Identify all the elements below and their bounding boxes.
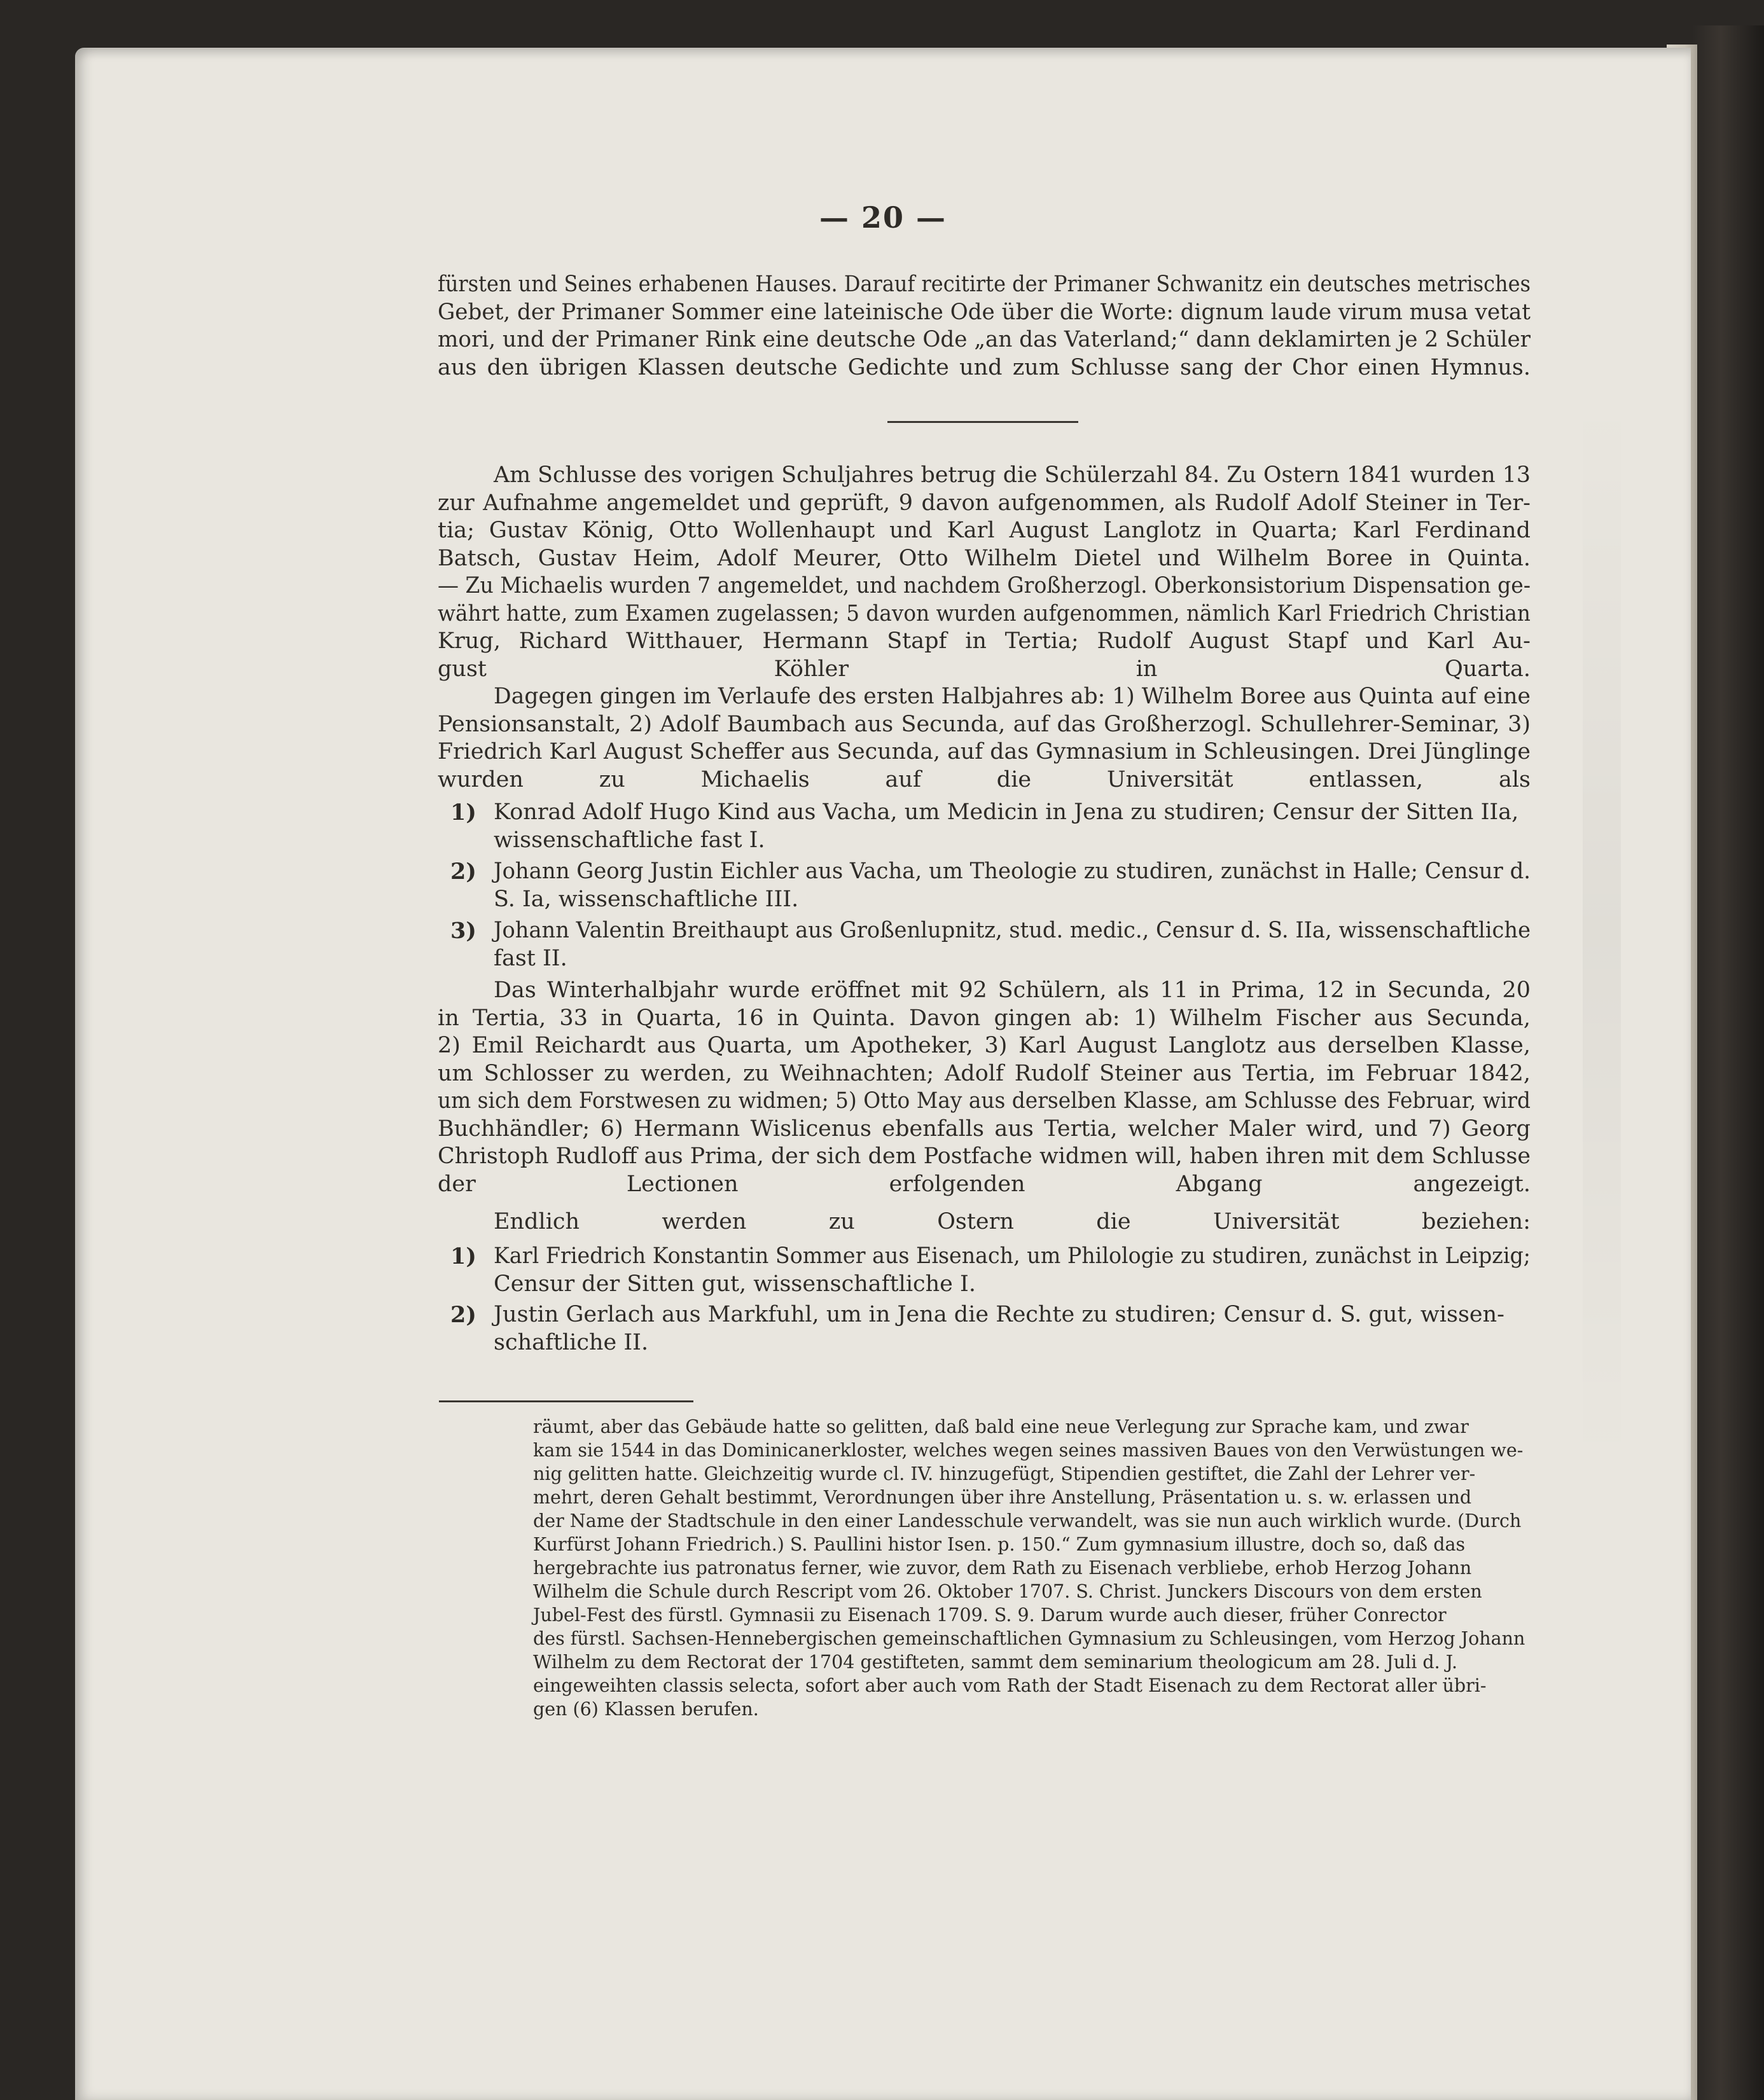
text-line: wurden zu Michaelis auf die Universität entlassen, als bbox=[438, 766, 1531, 792]
text-line: Christoph Rudloff aus Prima, der sich dem Postfache widmen will, haben ihren mit dem Schlusse bbox=[438, 1143, 1531, 1169]
text-line: zur Aufnahme angemeldet und geprüft, 9 davon aufgenommen, als Rudolf Adolf Steiner in Ter- bbox=[438, 490, 1531, 516]
text-line: S. Ia, wissenschaftliche III. bbox=[494, 886, 799, 912]
text-line: Pensionsanstalt, 2) Adolf Baumbach aus Secunda, auf das Großherzogl. Schullehrer-Seminar, 3) bbox=[438, 711, 1531, 737]
winter-term-paragraph bbox=[438, 977, 1531, 1198]
text-line: währt hatte, zum Examen zugelassen; 5 davon wurden aufgenommen, nämlich Karl Friedrich Christian bbox=[438, 600, 1531, 626]
text-line: der Lectionen erfolgenden Abgang angezeigt. bbox=[438, 1171, 1531, 1197]
text-line: Justin Gerlach aus Markfuhl, um in Jena die Rechte zu studiren; Censur d. S. gut, wissen- bbox=[494, 1302, 1504, 1327]
list-number: 3) bbox=[450, 918, 476, 944]
bleed-through-shadow bbox=[1583, 391, 1621, 1472]
text-line: fast II. bbox=[494, 945, 567, 971]
footnote-line: des fürstl. Sachsen-Hennebergischen gemeinschaftlichen Gymnasium zu Schleusingen, vom Herzog Johann bbox=[533, 1628, 1525, 1649]
text-line: Censur der Sitten gut, wissenschaftliche I. bbox=[494, 1271, 976, 1297]
section-divider bbox=[887, 421, 1078, 423]
departures-paragraph bbox=[438, 683, 1531, 794]
text-line: aus den übrigen Klassen deutsche Gedichte und zum Schlusse sang der Chor einen Hymnus. bbox=[438, 354, 1531, 380]
footnote-line: nig gelitten hatte. Gleichzeitig wurde cl. IV. hinzugefügt, Stipendien gestiftet, die Zahl der Lehrer ver- bbox=[533, 1463, 1476, 1484]
text-line: Johann Valentin Breithaupt aus Großenlupnitz, stud. medic., Censur d. S. IIa, wissenschaftliche bbox=[494, 918, 1531, 943]
text-line: Johann Georg Justin Eichler aus Vacha, um Theologie zu studiren, zunächst in Halle; Censur d. bbox=[494, 859, 1531, 884]
footnote bbox=[533, 1415, 1532, 1721]
text-line: Das Winterhalbjahr wurde eröffnet mit 92 Schülern, als 11 in Prima, 12 in Secunda, 20 bbox=[494, 977, 1531, 1003]
university-paragraph bbox=[438, 1208, 1531, 1236]
text-line: 2) Emil Reichardt aus Quarta, um Apotheker, 3) Karl August Langlotz aus derselben Klasse, bbox=[438, 1033, 1531, 1058]
text-line: fürsten und Seines erhabenen Hauses. Darauf recitirte der Primaner Schwanitz ein deutsches metrisches bbox=[438, 272, 1531, 297]
list-number: 2) bbox=[450, 859, 476, 885]
enrollment-paragraph bbox=[438, 462, 1531, 683]
footnote-line: mehrt, deren Gehalt bestimmt, Verordnungen über ihre Anstellung, Präsentation u. s. w. erlassen und bbox=[533, 1487, 1472, 1508]
footnote-line: der Name der Stadtschule in den einer Landesschule verwandelt, was sie nun auch wirklich wurde. (Durch bbox=[533, 1510, 1522, 1531]
footnote-divider bbox=[439, 1400, 693, 1402]
text-line: Konrad Adolf Hugo Kind aus Vacha, um Medicin in Jena zu studiren; Censur der Sitten IIa, bbox=[494, 799, 1519, 825]
text-line: Dagegen gingen im Verlaufe des ersten Halbjahres ab: 1) Wilhelm Boree aus Quinta auf eine bbox=[494, 684, 1531, 709]
list-item bbox=[438, 917, 1531, 972]
footnote-line: kam sie 1544 in das Dominicanerkloster, welches wegen seines massiven Baues von den Verwüstungen we- bbox=[533, 1440, 1524, 1461]
footnote-line: Wilhelm die Schule durch Rescript vom 26. Oktober 1707. S. Christ. Junckers Discours von dem ersten bbox=[533, 1581, 1482, 1602]
text-line: Krug, Richard Witthauer, Hermann Stapf in Tertia; Rudolf August Stapf und Karl Au- bbox=[438, 628, 1531, 654]
text-line: Gebet, der Primaner Sommer eine lateinische Ode über die Worte: dignum laude virum musa vetat bbox=[438, 299, 1531, 325]
list-item bbox=[438, 799, 1531, 854]
text-line: wissenschaftliche fast I. bbox=[494, 827, 765, 853]
book-backing bbox=[1692, 25, 1764, 2100]
list-item bbox=[438, 858, 1531, 913]
page-number: — 20 — bbox=[819, 200, 947, 235]
footnote-line: gen (6) Klassen berufen. bbox=[533, 1699, 759, 1720]
text-line: Karl Friedrich Konstantin Sommer aus Eisenach, um Philologie zu studiren, zunächst in Leipzig; bbox=[494, 1243, 1531, 1269]
text-line: mori, und der Primaner Rink eine deutsche Ode „an das Vaterland;“ dann deklamirten je 2 Schüler bbox=[438, 327, 1531, 352]
footnote-line: Wilhelm zu dem Rectorat der 1704 gestifteten, sammt dem seminarium theologicum am 28. Juli d. J. bbox=[533, 1652, 1457, 1673]
footnote-line: hergebrachte ius patronatus ferner, wie zuvor, dem Rath zu Eisenach verbliebe, erhob Herzog Johann bbox=[533, 1558, 1472, 1578]
footnote-line: eingeweihten classis selecta, sofort aber auch vom Rath der Stadt Eisenach zu dem Rectorat aller übri- bbox=[533, 1675, 1487, 1696]
text-line: gust Köhler in Quarta. bbox=[438, 656, 1531, 682]
text-line: Buchhändler; 6) Hermann Wislicenus ebenfalls aus Tertia, welcher Maler wird, und 7) Georg bbox=[438, 1116, 1531, 1142]
text-line: in Tertia, 33 in Quarta, 16 in Quinta. Davon gingen ab: 1) Wilhelm Fischer aus Secunda, bbox=[438, 1005, 1531, 1031]
text-line: um sich dem Forstwesen zu widmen; 5) Otto May aus derselben Klasse, am Schlusse des Februar, wird bbox=[438, 1088, 1531, 1114]
list-number: 1) bbox=[450, 1243, 476, 1269]
list-item bbox=[438, 1301, 1531, 1357]
list-number: 1) bbox=[450, 799, 476, 825]
text-line: Friedrich Karl August Scheffer aus Secunda, auf das Gymnasium in Schleusingen. Drei Jünglinge bbox=[438, 739, 1531, 764]
text-line: Batsch, Gustav Heim, Adolf Meurer, Otto Wilhelm Dietel und Wilhelm Boree in Quinta. bbox=[438, 545, 1531, 571]
text-line: schaftliche II. bbox=[494, 1329, 649, 1355]
list-number: 2) bbox=[450, 1302, 476, 1328]
list-item bbox=[438, 1243, 1531, 1298]
footnote-line: Jubel-Fest des fürstl. Gymnasii zu Eisenach 1709. S. 9. Darum wurde auch dieser, früher Conrector bbox=[533, 1605, 1447, 1626]
text-line: Endlich werden zu Ostern die Universität beziehen: bbox=[494, 1209, 1531, 1234]
footnote-line: Kurfürst Johann Friedrich.) S. Paullini histor Isen. p. 150.“ Zum gymnasium illustre, doch so, daß das bbox=[533, 1534, 1466, 1555]
footnote-line: räumt, aber das Gebäude hatte so gelitten, daß bald eine neue Verlegung zur Sprache kam, und zwar bbox=[533, 1416, 1469, 1437]
text-line: tia; Gustav König, Otto Wollenhaupt und Karl August Langlotz in Quarta; Karl Ferdinand bbox=[438, 518, 1531, 543]
text-line: — Zu Michaelis wurden 7 angemeldet, und nachdem Großherzogl. Oberkonsistorium Dispensation ge- bbox=[438, 573, 1531, 598]
text-line: Am Schlusse des vorigen Schuljahres betrug die Schülerzahl 84. Zu Ostern 1841 wurden 13 bbox=[494, 462, 1531, 488]
text-line: um Schlosser zu werden, zu Weihnachten; Adolf Rudolf Steiner aus Tertia, im Februar 1842, bbox=[438, 1060, 1531, 1086]
intro-paragraph bbox=[438, 271, 1531, 382]
